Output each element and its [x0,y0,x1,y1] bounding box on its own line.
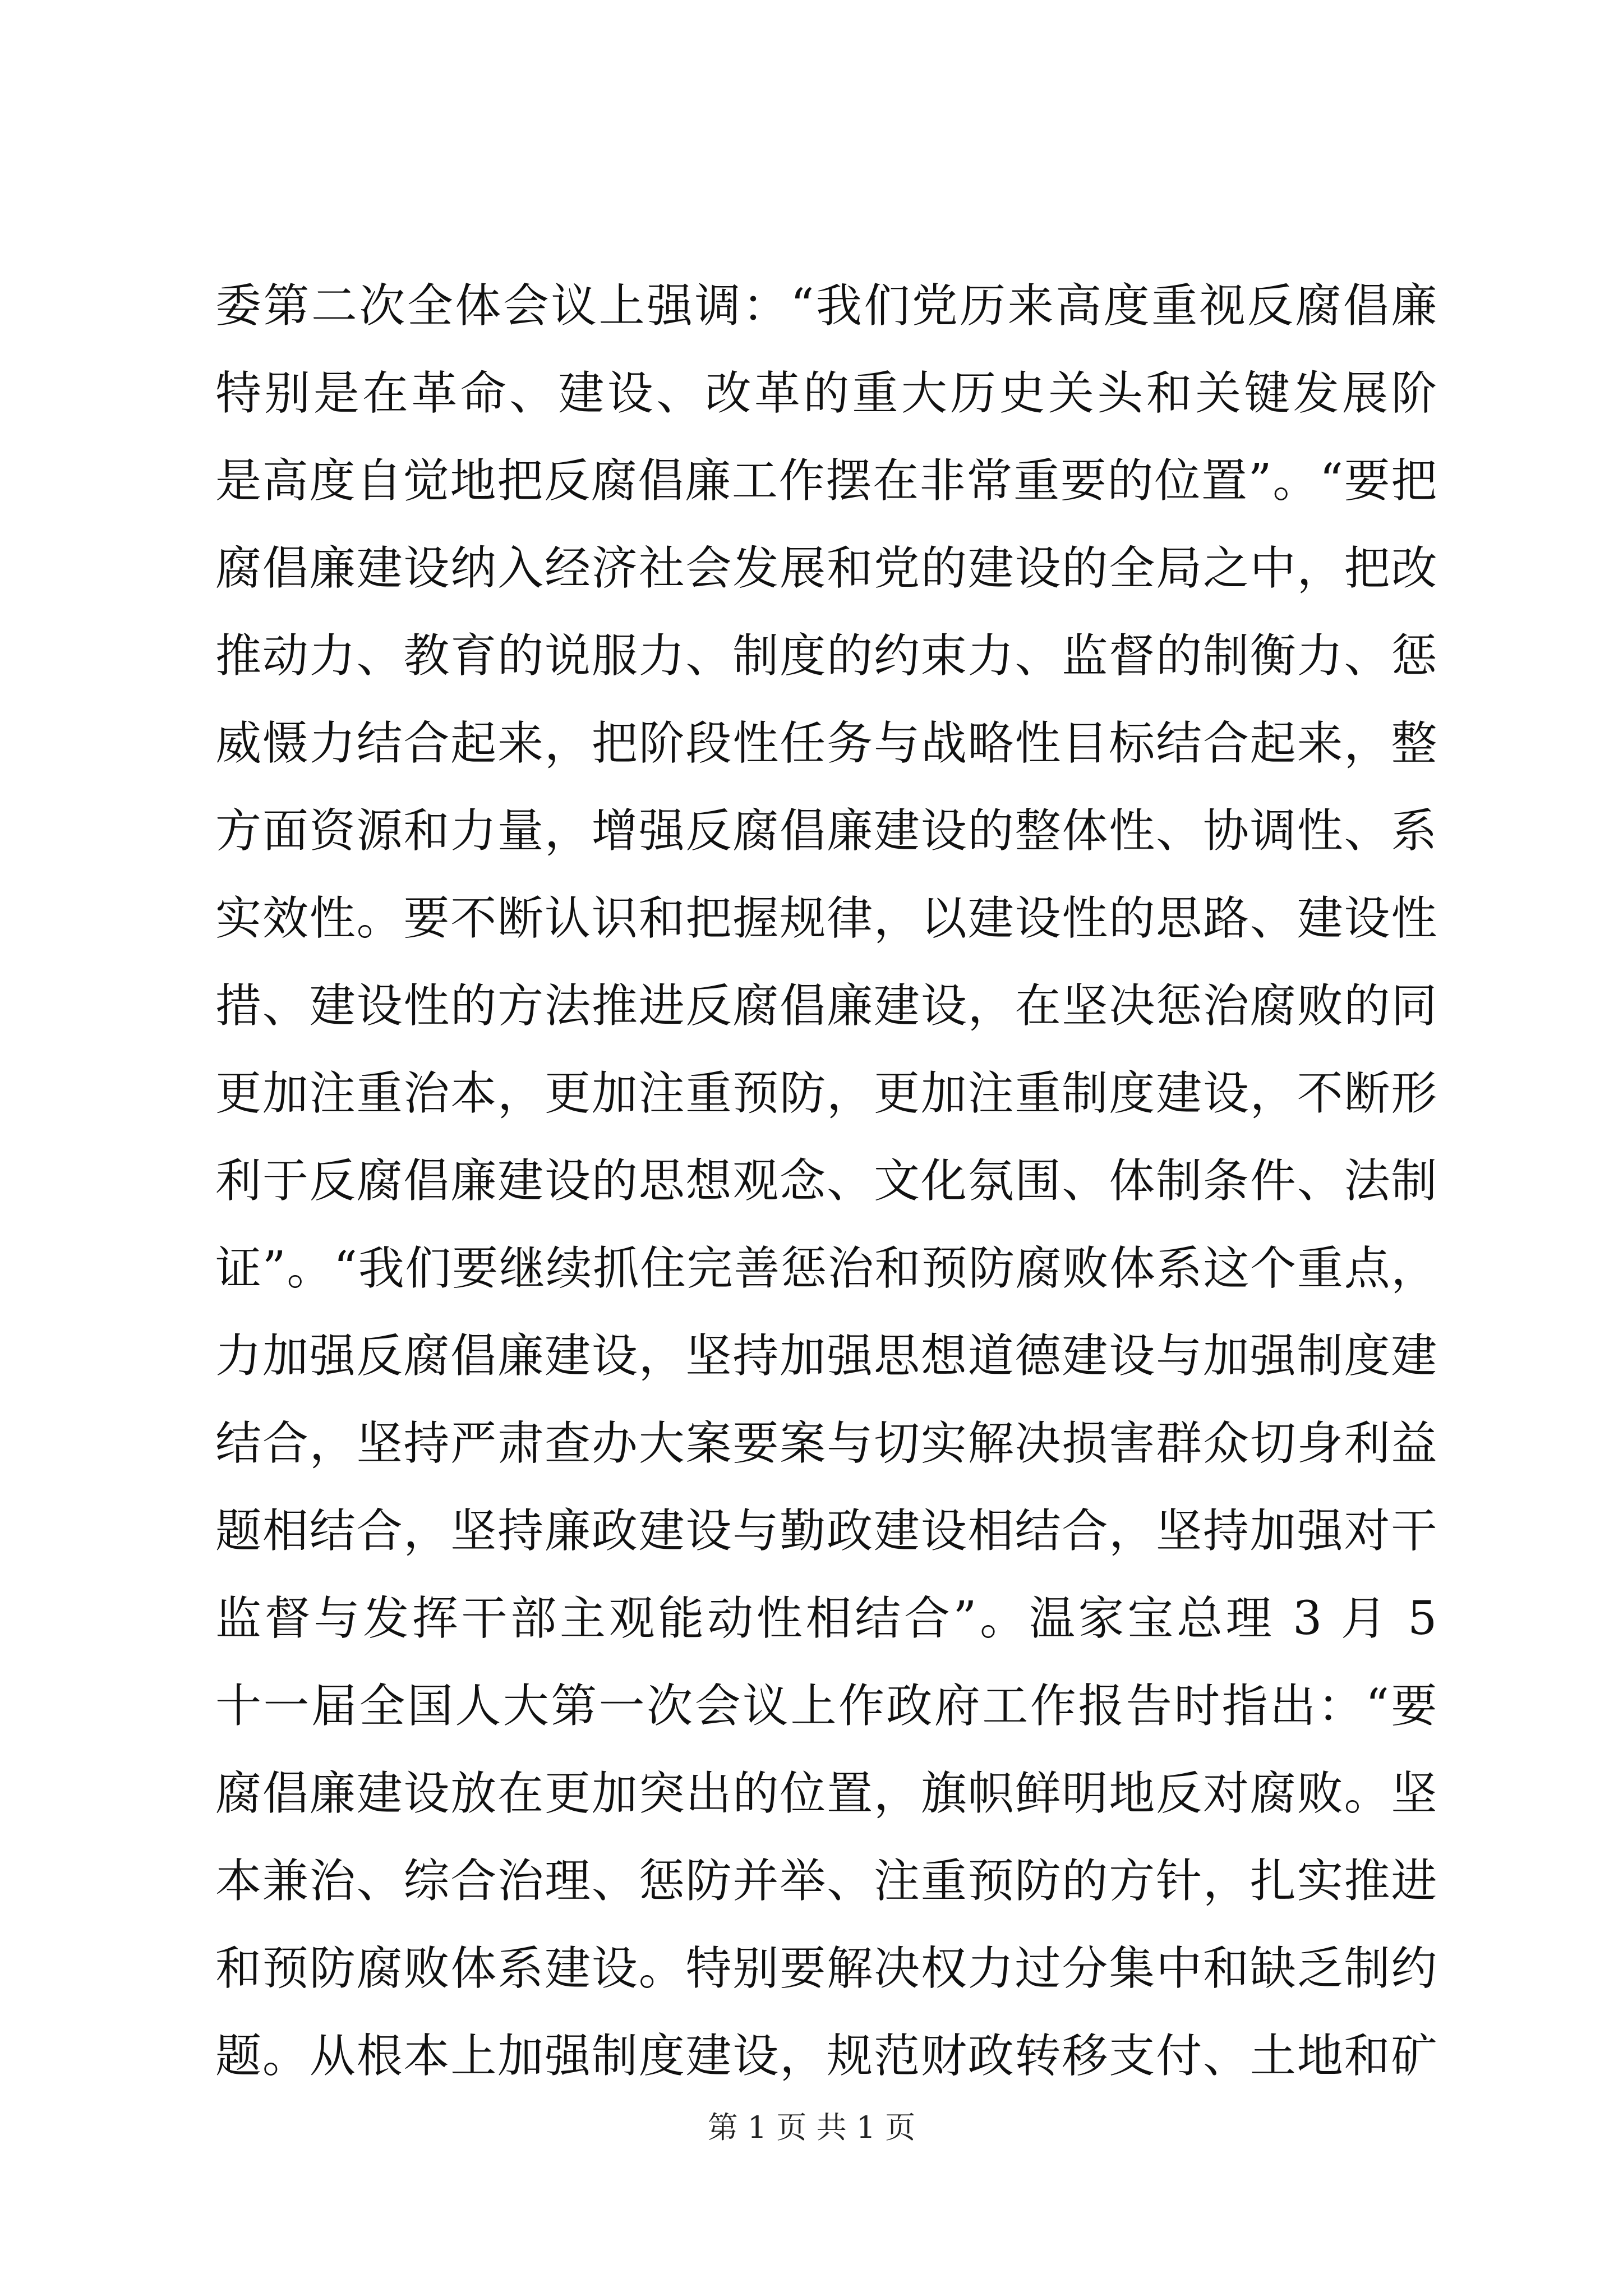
text-line-17: 十一届全国人大第一次会议上作政府工作报告时指出：“要 [215,1680,1438,1733]
text-line-20: 和预防腐败体系建设。特别要解决权力过分集中和缺乏制约 [215,1942,1438,1995]
text-line-18: 腐倡廉建设放在更加突出的位置，旗帜鲜明地反对腐败。坚 [215,1767,1438,1820]
text-line-6: 威慑力结合起来，把阶段性任务与战略性目标结合起来，整 [215,717,1438,770]
text-line-21: 题。从根本上加强制度建设，规范财政转移支付、土地和矿 [215,2030,1438,2083]
text-line-14: 结合，坚持严肃查办大案要案与切实解决损害群众切身利益 [215,1417,1438,1470]
text-line-4: 腐倡廉建设纳入经济社会发展和党的建设的全局之中，把改 [215,542,1438,595]
page-footer: 第 1 页 共 1 页 [707,2110,916,2145]
text-line-12: 证”。“我们要继续抓住完善惩治和预防腐败体系这个重点， [215,1242,1438,1295]
text-line-10: 更加注重治本，更加注重预防，更加注重制度建设，不断形 [215,1067,1438,1120]
text-line-2: 特别是在革命、建设、改革的重大历史关头和关键发展阶 [215,367,1438,420]
text-line-15: 题相结合，坚持廉政建设与勤政建设相结合，坚持加强对干 [215,1504,1438,1558]
text-line-9: 措、建设性的方法推进反腐倡廉建设，在坚决惩治腐败的同 [215,979,1438,1033]
text-line-13: 力加强反腐倡廉建设，坚持加强思想道德建设与加强制度建 [215,1329,1438,1383]
text-line-11: 利于反腐倡廉建设的思想观念、文化氛围、体制条件、法制 [215,1154,1438,1208]
text-line-3: 是高度自觉地把反腐倡廉工作摆在非常重要的位置”。“要把 [215,454,1438,508]
text-line-7: 方面资源和力量，增强反腐倡廉建设的整体性、协调性、系 [215,804,1438,858]
text-line-8: 实效性。要不断认识和把握规律，以建设性的思路、建设性 [215,892,1438,945]
text-line-16: 监督与发挥干部主观能动性相结合”。温家宝总理 3 月 5 [215,1592,1438,1645]
text-line-19: 本兼治、综合治理、惩防并举、注重预防的方针，扎实推进 [215,1855,1438,1908]
text-line-1: 委第二次全体会议上强调：“我们党历来高度重视反腐倡廉 [215,279,1438,333]
text-line-5: 推动力、教育的说服力、制度的约束力、监督的制衡力、惩 [215,629,1438,683]
body-text [215,263,1438,2100]
